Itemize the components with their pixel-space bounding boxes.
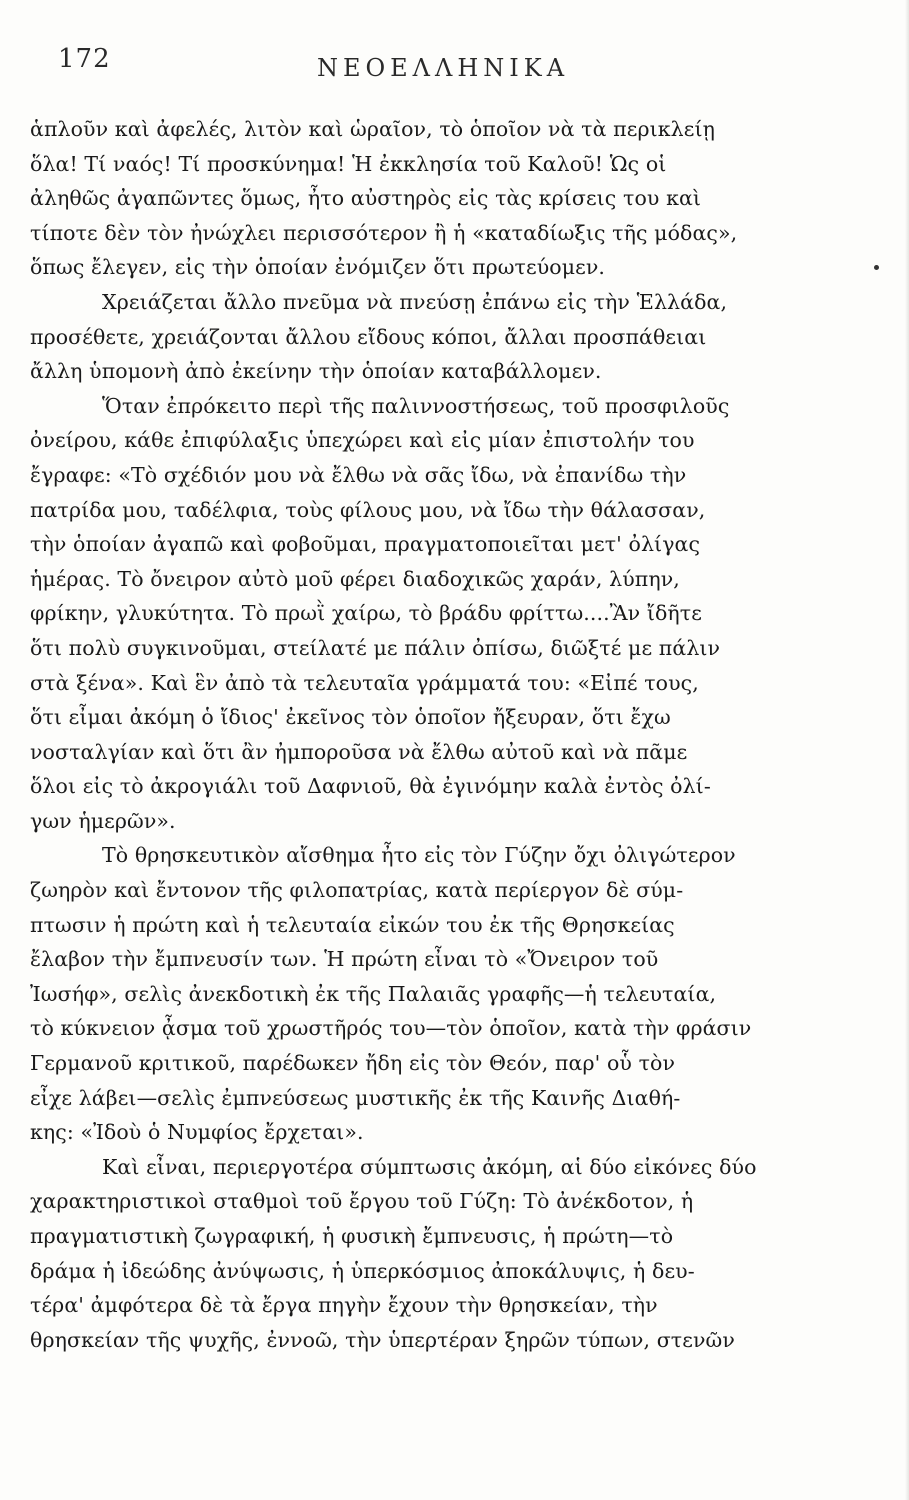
text-line: πτωσιν ἡ πρώτη καὶ ἡ τελευταία εἰκών του ἐκ τῆς Θρησκείας: [30, 912, 675, 937]
text-line: φρίκην, γλυκύτητα. Τὸ πρωῒ χαίρω, τὸ βράδυ φρίττω....Ἂν ἴδῆτε: [30, 601, 702, 626]
scan-edge-shadow: [905, 0, 909, 1500]
text-line: ἀληθῶς ἀγαπῶντες ὅμως, ἦτο αὐστηρὸς εἰς τὰς κρίσεις του καὶ: [30, 186, 702, 211]
text-line: τὴν ὁποίαν ἀγαπῶ καὶ φοβοῦμαι, πραγματοποιεῖται μετ' ὀλίγας: [30, 532, 701, 557]
text-line: Γερμανοῦ κριτικοῦ, παρέδωκεν ἤδη εἰς τὸν Θεόν, παρ' οὗ τὸν: [30, 1051, 676, 1076]
margin-dot-mark: [874, 265, 879, 270]
text-line: πραγματιστικὴ ζωγραφική, ἡ φυσικὴ ἔμπνευσις, ἡ πρώτη—τὸ: [30, 1224, 674, 1248]
text-line: ὅτι εἶμαι ἀκόμη ὁ ἴδιος' ἐκεῖνος τὸν ὁποῖον ἤξευραν, ὅτι ἔχω: [30, 705, 671, 730]
text-line: θρησκείαν τῆς ψυχῆς, ἐννοῶ, τὴν ὑπερτέραν ξηρῶν τύπων, στενῶν: [30, 1327, 735, 1352]
text-line: τέρα' ἀμφότερα δὲ τὰ ἔργα πηγὴν ἔχουν τὴν θρησκείαν, τὴν: [30, 1293, 658, 1318]
text-line: χαρακτηριστικοὶ σταθμοὶ τοῦ ἔργου τοῦ Γύζη: Τὸ ἀνέκδοτον, ἡ: [30, 1189, 694, 1214]
text-line: κης: «Ἰδοὺ ὁ Νυμφίος ἔρχεται».: [30, 1120, 364, 1145]
text-line: ὀνείρου, κάθε ἐπιφύλαξις ὑπεχώρει καὶ εἰς μίαν ἐπιστολήν του: [30, 428, 695, 453]
paragraph-first-line: Χρειάζεται ἄλλο πνεῦμα νὰ πνεύσῃ ἐπάνω εἰς τὴν Ἑλλάδα,: [102, 289, 728, 314]
text-line: ζωηρὸν καὶ ἔντονον τῆς φιλοπατρίας, κατὰ περίεργον δὲ σύμ-: [30, 878, 684, 903]
paragraph-first-line: Ὅταν ἐπρόκειτο περὶ τῆς παλιννοστήσεως, τοῦ προσφιλοῦς: [102, 393, 730, 418]
text-line: ἄλλη ὑπομονὴ ἀπὸ ἐκείνην τὴν ὁποίαν καταβάλλομεν.: [30, 359, 602, 384]
text-line: ὅλα! Τί ναός! Τί προσκύνημα! Ἡ ἐκκλησία τοῦ Καλοῦ! Ὡς οἱ: [30, 151, 667, 176]
text-line: νοσταλγίαν καὶ ὅτι ἂν ἠμποροῦσα νὰ ἔλθω αὐτοῦ καὶ νὰ πᾶμε: [30, 739, 688, 764]
text-line: στὰ ξένα». Καὶ ἓν ἀπὸ τὰ τελευταῖα γράμματά του: «Εἰπέ τους,: [30, 670, 699, 695]
page-number: 172: [58, 44, 111, 74]
text-line: τίποτε δὲν τὸν ἠνώχλει περισσότερον ἢ ἡ «καταδίωξις τῆς μόδας»,: [30, 220, 738, 245]
text-line: πατρίδα μου, ταδέλφια, τοὺς φίλους μου, νὰ ἴδω τὴν θάλασσαν,: [30, 497, 706, 522]
text-line: Ἰωσήφ», σελὶς ἀνεκδοτικὴ ἐκ τῆς Παλαιᾶς γραφῆς—ἡ τελευταία,: [30, 981, 717, 1006]
text-line: εἶχε λάβει—σελὶς ἐμπνεύσεως μυστικῆς ἐκ τῆς Καινῆς Διαθή-: [30, 1085, 681, 1110]
paragraph-first-line: Καὶ εἶναι, περιεργοτέρα σύμπτωσις ἀκόμη, αἱ δύο εἰκόνες δύο: [102, 1154, 757, 1179]
running-title: ΝΕΟΕΛΛΗΝΙΚΑ: [316, 54, 570, 82]
running-head: [58, 44, 828, 84]
text-line: ἡμέρας. Τὸ ὄνειρον αὐτὸ μοῦ φέρει διαδοχικῶς χαράν, λύπην,: [30, 566, 680, 591]
paragraph-first-line: Τὸ θρησκευτικὸν αἴσθημα ἦτο εἰς τὸν Γύζην ὄχι ὀλιγώτερον: [102, 843, 736, 868]
text-line: ἔγραφε: «Τὸ σχέδιόν μου νὰ ἔλθω νὰ σᾶς ἴδω, νὰ ἐπανίδω τὴν: [30, 462, 687, 487]
text-line: δράμα ἡ ἰδεώδης ἀνύψωσις, ἡ ὑπερκόσμιος ἀποκάλυψις, ἡ δευ-: [30, 1258, 695, 1283]
text-line: ἁπλοῦν καὶ ἀφελές, λιτὸν καὶ ὡραῖον, τὸ ὁποῖον νὰ τὰ περικλείῃ: [30, 117, 716, 141]
text-line: ὅλοι εἰς τὸ ἀκρογιάλι τοῦ Δαφνιοῦ, θὰ ἐγινόμην καλὰ ἐντὸς ὀλί-: [30, 774, 711, 799]
body-text: [30, 112, 820, 1357]
text-line: ἔλαβον τὴν ἔμπνευσίν των. Ἡ πρώτη εἶναι τὸ «Ὄνειρον τοῦ: [30, 947, 659, 972]
text-line: ὅπως ἔλεγεν, εἰς τὴν ὁποίαν ἐνόμιζεν ὅτι πρωτεύομεν.: [30, 255, 606, 280]
text-line: προσέθετε, χρειάζονται ἄλλου εἴδους κόποι, ἄλλαι προσπάθειαι: [30, 324, 707, 349]
text-line: τὸ κύκνειον ᾆσμα τοῦ χρωστῆρός του—τὸν ὁποῖον, κατὰ τὴν φράσιν: [30, 1016, 752, 1041]
text-line: γων ἡμερῶν».: [30, 808, 176, 833]
text-line: ὅτι πολὺ συγκινοῦμαι, στείλατέ με πάλιν ὀπίσω, διῶξτέ με πάλιν: [30, 635, 721, 660]
